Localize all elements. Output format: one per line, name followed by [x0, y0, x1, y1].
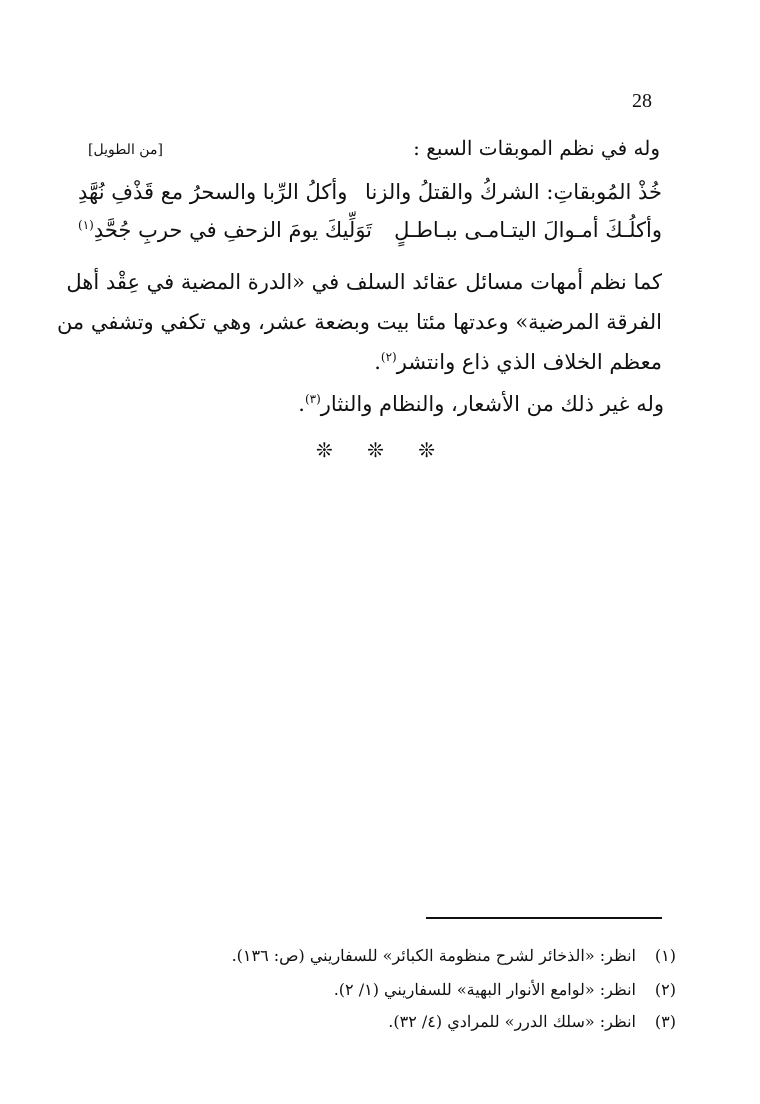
verse-1-second-text: وأكلُ الرِّبا والسحرُ مع قَذْفِ نُهَّدِ	[78, 180, 348, 204]
paragraph-1-line-2: الفرقة المرضية» وعدتها مئتا بيت وبضعة عشر، وهي تكفي وتشفي من	[56, 310, 662, 334]
verse-1-second-hemistich	[78, 180, 347, 204]
verse-line-1	[78, 180, 662, 216]
footnote-2-text: انظر: «لوامع الأنوار البهية» للسفاريني (١/ ٢).	[333, 980, 636, 999]
footnote-1-text: انظر: «الذخائر لشرح منظومة الكبائر» للسفاريني (ص: ١٣٦).	[231, 946, 636, 965]
section-separator-stars: ❊ ❊ ❊	[316, 438, 449, 462]
footnote-2	[116, 980, 676, 999]
paragraph-2-end-mark: .	[298, 392, 305, 416]
poem-intro	[60, 136, 660, 170]
paragraph-1-line-3	[78, 350, 662, 374]
paragraph-1-line-3-text: معظم الخلاف الذي ذاع وانتشر	[396, 350, 662, 374]
footnote-ref-3[interactable]: (٣)	[304, 392, 321, 406]
footnote-1	[116, 946, 676, 965]
footnote-ref-2[interactable]: (٢)	[380, 350, 397, 364]
poem-meter-label: [من الطويل]	[88, 142, 163, 158]
footnote-3-number: (٣)	[654, 1012, 676, 1031]
footnote-2-number: (٢)	[654, 980, 676, 999]
poem-intro-text: وله في نظم الموبقات السبع :	[413, 136, 660, 160]
footnote-ref-1[interactable]: (١)	[78, 218, 94, 232]
footnote-1-number: (١)	[654, 946, 676, 965]
paragraph-1-end-mark: .	[374, 350, 381, 374]
verse-2-second-hemistich	[78, 218, 372, 242]
verse-2-first-hemistich: وأكلُـكَ أمـوالَ اليتـامـى ببـاطـلٍ	[394, 218, 662, 242]
paragraph-2-text: وله غير ذلك من الأشعار، والنظام والنثار	[320, 392, 664, 416]
footnote-3-text: انظر: «سلك الدرر» للمرادي (٤/ ٣٢).	[388, 1012, 636, 1031]
footnote-divider	[426, 917, 662, 919]
paragraph-1-line-1: كما نظم أمهات مسائل عقائد السلف في «الدرة المضية في عِقْد أهل	[66, 270, 662, 294]
page-number: 28	[632, 90, 652, 112]
paragraph-2	[144, 392, 664, 416]
footnote-3	[116, 1012, 676, 1031]
verse-2-second-text: تَوَلِّيكَ يومَ الزحفِ في حربِ جُحَّدِ	[93, 218, 373, 242]
verse-1-first-hemistich: خُذْ المُوبقاتِ: الشركُ والقتلُ والزنا	[365, 180, 662, 204]
verse-line-2	[78, 218, 662, 254]
